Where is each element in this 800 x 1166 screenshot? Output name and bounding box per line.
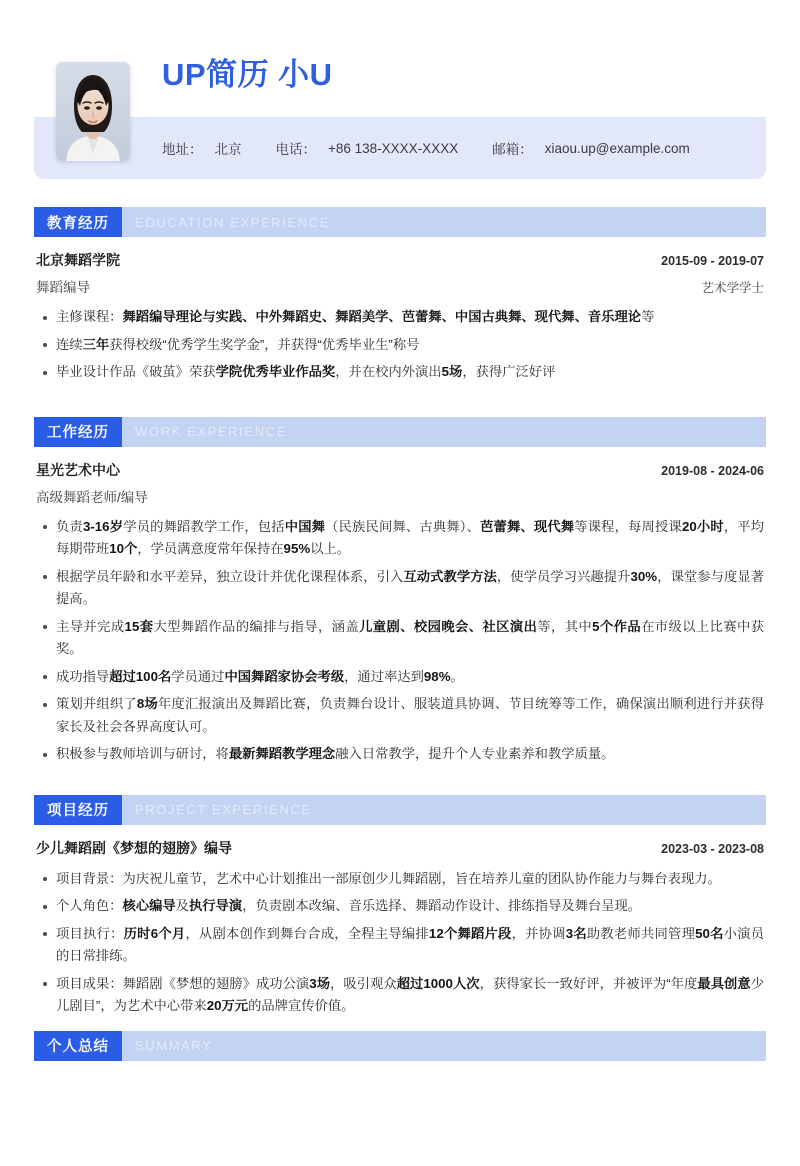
contact-phone-label: 电话： <box>275 142 316 157</box>
project-entry <box>34 838 766 1018</box>
contact-phone-value: +86 138-XXXX-XXXX <box>328 140 459 156</box>
list-item: 项目成果：舞蹈剧《梦想的翅膀》成功公演3场，吸引观众超过1000人次，获得家长一致好评，并被评为“年度最具创意少儿剧目”，为艺术中心带来20万元的品牌宣传价值。 <box>56 973 764 1018</box>
entry-date: 2023-03 - 2023-08 <box>661 841 764 856</box>
list-item: 主导并完成15套大型舞蹈作品的编排与指导，涵盖儿童剧、校园晚会、社区演出等，其中5个作品在市级以上比赛中获奖。 <box>56 616 764 661</box>
entry-role: 舞蹈编导 <box>36 280 90 295</box>
contact-email-value: xiaou.up@example.com <box>544 140 690 156</box>
list-item: 成功指导超过100名学员通过中国舞蹈家协会考级，通过率达到98%。 <box>56 666 764 689</box>
section-title-cn: 工作经历 <box>34 417 122 447</box>
list-item: 项目背景：为庆祝儿童节，艺术中心计划推出一部原创少儿舞蹈剧，旨在培养儿童的团队协作能力与舞台表现力。 <box>56 868 764 891</box>
list-item: 项目执行：历时6个月，从剧本创作到舞台合成，全程主导编排12个舞蹈片段，并协调3名助教老师共同管理50名小演员的日常排练。 <box>56 923 764 968</box>
avatar <box>56 62 130 161</box>
section-title-en: PROJECT EXPERIENCE <box>135 802 312 817</box>
contact-phone <box>276 138 459 158</box>
list-item: 根据学员年龄和水平差异，独立设计并优化课程体系，引入互动式教学方法，使学员学习兴趣提升30%，课堂参与度显著提高。 <box>56 566 764 611</box>
section-summary <box>34 1031 766 1061</box>
spacer <box>0 389 800 417</box>
page-title: UP简历 小U <box>162 57 333 92</box>
section-education <box>34 207 766 384</box>
section-title-en: SUMMARY <box>135 1038 213 1053</box>
entry-subtitle: 艺术学学士 <box>701 281 764 295</box>
section-project <box>34 795 766 1018</box>
spacer <box>0 1023 800 1031</box>
resume-page <box>0 36 800 1166</box>
bullet-list <box>34 868 766 1018</box>
list-item: 主修课程：舞蹈编导理论与实践、中外舞蹈史、舞蹈美学、芭蕾舞、中国古典舞、现代舞、音乐理论等 <box>56 306 764 329</box>
section-title-cn: 个人总结 <box>34 1031 122 1061</box>
contact-address-value: 北京 <box>214 142 242 157</box>
entry-organization: 星光艺术中心 <box>36 461 120 478</box>
work-entry <box>34 460 766 766</box>
contact-row <box>162 117 690 179</box>
list-item: 策划并组织了8场年度汇报演出及舞蹈比赛，负责舞台设计、服装道具协调、节目统筹等工作，确保演出顺利进行并获得家长及社会各界高度认可。 <box>56 693 764 738</box>
entry-date: 2015-09 - 2019-07 <box>661 254 764 268</box>
resume-header <box>34 36 766 179</box>
header-top-band <box>34 36 766 117</box>
entry-organization: 北京舞蹈学院 <box>36 252 120 268</box>
list-item: 负责3-16岁学员的舞蹈教学工作，包括中国舞（民族民间舞、古典舞）、芭蕾舞、现代舞等课程，每周授课20小时，平均每期带班10个，学员满意度常年保持在95%以上。 <box>56 516 764 561</box>
section-title-en: EDUCATION EXPERIENCE <box>135 214 331 230</box>
header-contact-band <box>34 117 766 179</box>
section-work <box>34 417 766 766</box>
spacer <box>0 771 800 795</box>
contact-email <box>492 138 690 158</box>
bullet-list <box>34 516 766 766</box>
list-item: 个人角色：核心编导及执行导演，负责剧本改编、音乐选择、舞蹈动作设计、排练指导及舞台呈现。 <box>56 895 764 918</box>
section-title-en: WORK EXPERIENCE <box>135 424 287 439</box>
spacer <box>0 179 800 207</box>
entry-role: 高级舞蹈老师/编导 <box>36 489 148 505</box>
bullet-list <box>34 306 766 384</box>
contact-address <box>162 138 242 158</box>
entry-secondary-line <box>34 486 766 506</box>
list-item: 积极参与教师培训与研讨，将最新舞蹈教学理念融入日常教学，提升个人专业素养和教学质量。 <box>56 743 764 766</box>
section-header-work <box>34 417 766 447</box>
section-header-education <box>34 207 766 237</box>
entry-primary-line <box>34 250 766 270</box>
entry-organization: 少儿舞蹈剧《梦想的翅膀》编导 <box>36 839 232 856</box>
entry-secondary-line <box>34 276 766 296</box>
list-item: 毕业设计作品《破茧》荣获学院优秀毕业作品奖，并在校内外演出5场，获得广泛好评 <box>56 361 764 384</box>
section-header-project <box>34 795 766 825</box>
entry-primary-line <box>34 460 766 480</box>
section-title-cn: 项目经历 <box>34 795 122 825</box>
entry-date: 2019-08 - 2024-06 <box>661 463 764 478</box>
section-title-cn: 教育经历 <box>34 207 122 237</box>
entry-primary-line <box>34 838 766 858</box>
contact-address-label: 地址： <box>162 142 203 157</box>
education-entry <box>34 250 766 384</box>
section-header-summary <box>34 1031 766 1061</box>
contact-email-label: 邮箱： <box>492 142 533 157</box>
list-item: 连续三年获得校级“优秀学生奖学金”，并获得“优秀毕业生”称号 <box>56 334 764 357</box>
